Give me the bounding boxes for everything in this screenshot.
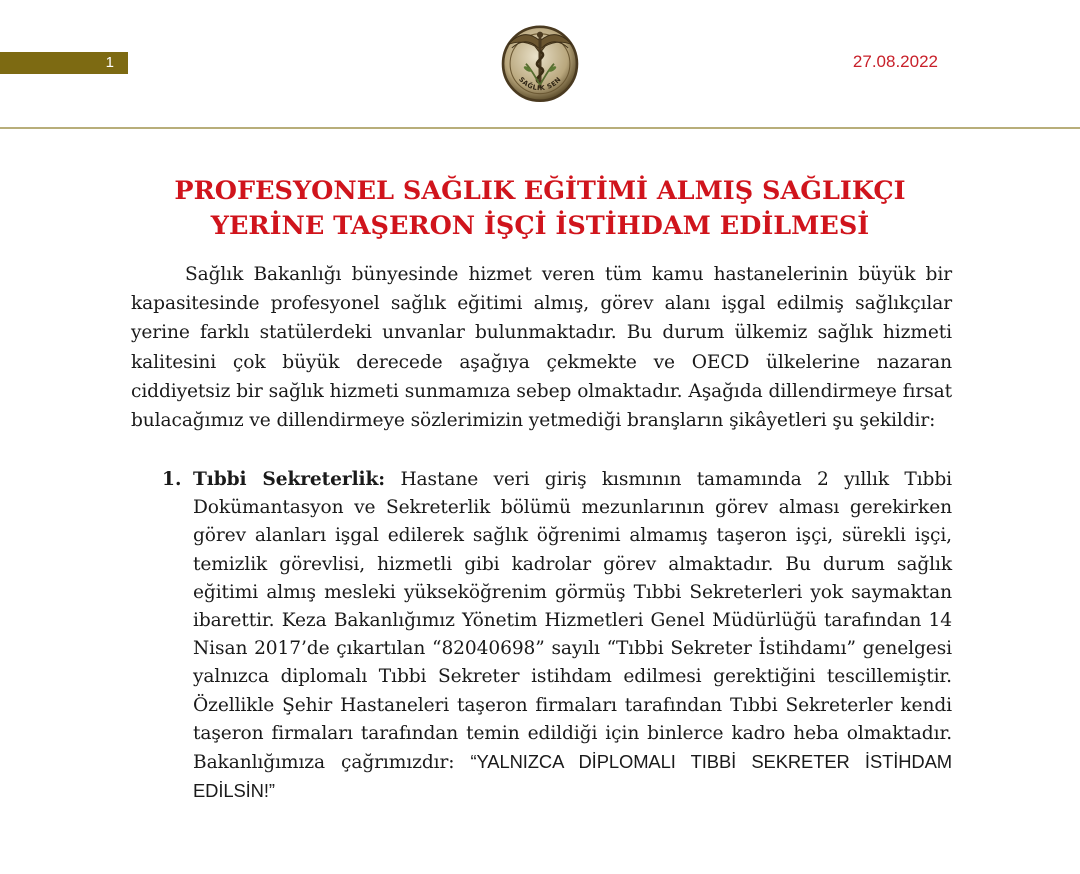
list-item-text: Hastane veri giriş kısmının tamamında 2 yıllık Tıbbi Dokümantasyon ve Sekreterlik bölümü mezunlarının görev alması gerekirken görev alanları işgal edilerek sağlık öğrenimi almamış taşeron işçi, sürekli işçi, temizlik görevlisi, hizmetli gibi kadrolar görev almaktadır. Bu durum sağlık eğitimi almış mesleki yükseköğrenim görmüş Tıbbi Sekreterleri yok saymaktan ibarettir. Keza Bakanlığımız Yönetim Hizmetleri Genel Müdürlüğü tarafından 14 Nisan 2017’de çıkartılan “82040698” sayılı “Tıbbi Sekreter İstihdamı” genelgesi yalnızca diplomalı Tıbbi Sekreter istihdam edilmesi gerektiğini tescillemiştir. Özellikle Şehir Hastaneleri taşeron firmaları tarafından Tıbbi Sekreterler kendi taşeron firmaları tarafından temin edildiği için binlerce kadro heba olmaktadır. Bakanlığımıza çağrımızdır: <box>193 469 952 774</box>
intro-paragraph <box>131 260 952 435</box>
list-item <box>162 466 952 806</box>
intro-text: Sağlık Bakanlığı bünyesinde hizmet veren tüm kamu hastanelerinin büyük bir kapasitesinde profesyonel sağlık eğitimi almış, görev alanı işgal edilmiş sağlıkçılar yerine farklı statülerdeki unvanlar bulunmaktadır. Bu durum ülkemiz sağlık hizmeti kalitesini çok büyük derecede aşağıya çekmekte ve OECD ülkelerine nazaran ciddiyetsiz bir sağlık hizmeti sunmamıza sebep olmaktadır. Aşağıda dillendirmeye fırsat bulacağımız ve dillendirmeye sözlerimizin yetmediği branşların şikâyetleri şu şekildir: <box>131 264 952 432</box>
title-line-1: PROFESYONEL SAĞLIK EĞİTİMİ ALMIŞ SAĞLIKÇI <box>174 176 906 206</box>
page-header <box>0 0 1080 130</box>
caduceus-emblem-icon <box>496 18 584 106</box>
logo-text: SAĞLIK SEN <box>517 75 563 93</box>
page-number: 1 <box>105 54 114 71</box>
list-item-title: Tıbbi Sekreterlik: <box>193 469 386 490</box>
list-item-callout: “YALNIZCA DİPLOMALI TIBBİ SEKRETER İSTİHDAM EDİLSİN!” <box>193 751 952 802</box>
document-date: 27.08.2022 <box>852 52 938 71</box>
title-line-2: YERİNE TAŞERON İŞÇİ İSTİHDAM EDİLMESİ <box>210 211 870 241</box>
list-item-number: 1. <box>162 469 182 490</box>
page-number-bar <box>0 52 128 74</box>
document-title <box>120 174 960 244</box>
list-item-body <box>193 466 952 806</box>
header-divider <box>0 127 1080 129</box>
